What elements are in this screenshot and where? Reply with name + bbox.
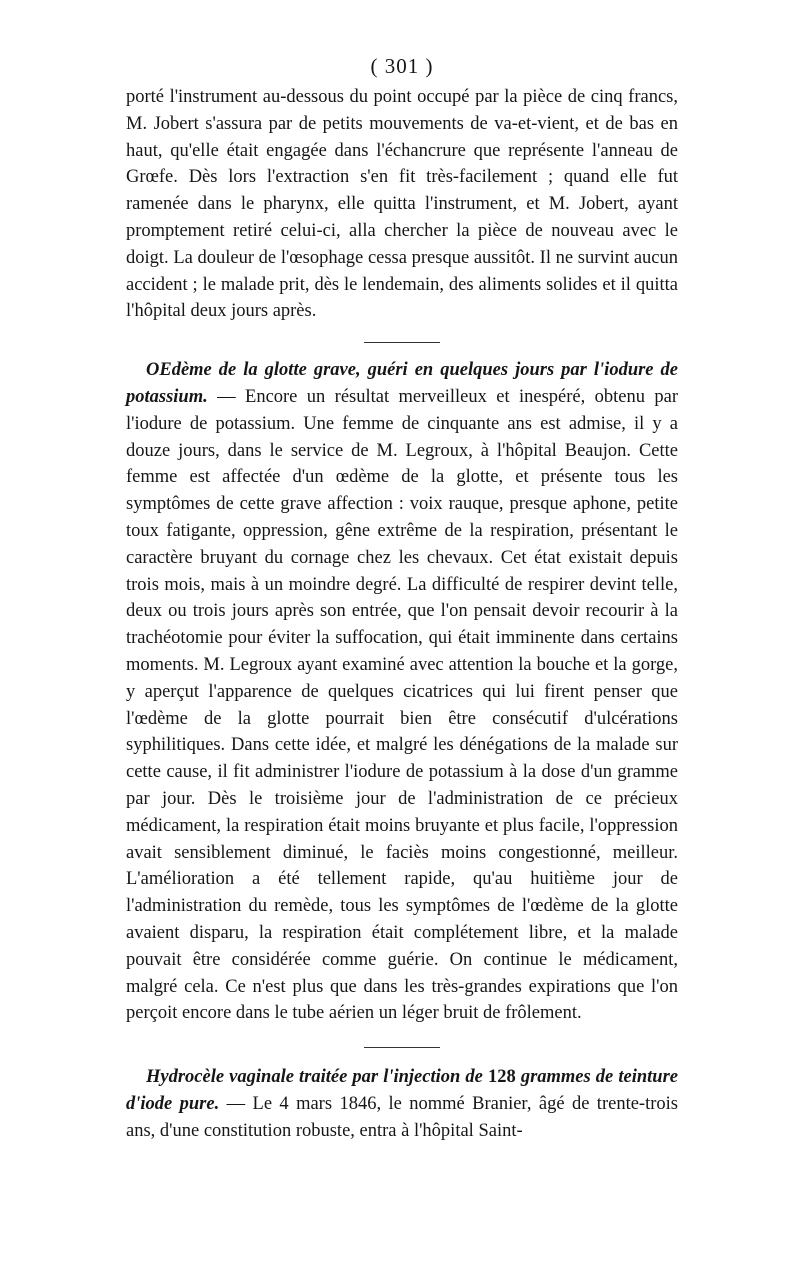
paragraph-glottis-edema bbox=[126, 357, 678, 1027]
section-divider bbox=[364, 1047, 440, 1048]
section-title-hydrocele-part2: grammes de teinture d'iode pure. bbox=[126, 1067, 678, 1114]
section-title-hydrocele-number: 128 bbox=[487, 1067, 516, 1088]
page-number: ( 301 ) bbox=[370, 54, 434, 78]
section-title-glottis-edema: OEdème de la glotte grave, guéri en quelques jours par l'iodure de potassium. bbox=[126, 360, 678, 407]
book-page bbox=[126, 52, 678, 1144]
section-title-hydrocele-part1: Hydrocèle vaginale traitée par l'injection de bbox=[146, 1067, 488, 1088]
paragraph-hydrocele bbox=[126, 1064, 678, 1144]
section-divider bbox=[364, 342, 440, 343]
section-body-glottis-edema: — Encore un résultat merveilleux et inespéré, obtenu par l'iodure de potassium. Une femme de cinquante ans est admise, il y a douze jours, dans le service de M. Legroux, à l'hôpital Beaujon. Cette femme est affectée d'un œdème de la glotte, et présente tous les symptômes de cette grave affection : voix rauque, presque aphone, petite toux fatigante, oppression, gêne extrême de la respiration, présentant le caractère bruyant du cornage chez les chevaux. Cet état existait depuis trois mois, mais à un moindre degré. La difficulté de respirer devint telle, deux ou trois jours après son entrée, que l'on pensait devoir recourir à la trachéotomie pour éviter la suffocation, qui était imminente dans certains moments. M. Legroux ayant examiné avec attention la bouche et la gorge, y aperçut l'apparence de quelques cicatrices qui lui firent penser que l'œdème de la glotte pourrait bien être consécutif d'ulcérations syphilitiques. Dans cette idée, et malgré les dénégations de la malade sur cette cause, il fit administrer l'iodure de potassium à la dose d'un gramme par jour. Dès le troisième jour de l'administration de ce précieux médicament, la respiration était moins bruyante et plus facile, l'oppression avait sensiblement diminué, le faciès moins congestionné, meilleur. L'amélioration a été tellement rapide, qu'au huitième jour de l'administration du remède, tous les symptômes de l'œdème de la glotte avaient disparu, la respiration était complétement libre, et la malade pouvait être considérée comme guérie. On continue le médicament, malgré cela. Ce n'est plus que dans les très-grandes expirations que l'on perçoit encore dans le tube aérien un léger bruit de frôlement. bbox=[126, 386, 678, 1024]
section-body-hydrocele: — Le 4 mars 1846, le nommé Branier, âgé de trente-trois ans, d'une constitution robuste, entra à l'hôpital Saint- bbox=[126, 1093, 678, 1141]
paragraph-extraction-case: porté l'instrument au-dessous du point occupé par la pièce de cinq francs, M. Jobert s'assura par de petits mouvements de va-et-vient, et de bas en haut, qu'elle était engagée dans l'échancrure que représente l'anneau de Grœfe. Dès lors l'extraction s'en fit très-facilement ; quand elle fut ramenée dans le pharynx, elle quitta l'instrument, et M. Jobert, ayant promptement retiré celui-ci, alla chercher la pièce de nouveau avec le doigt. La douleur de l'œsophage cessa presque aussitôt. Il ne survint aucun accident ; le malade prit, dès le lendemain, des aliments solides et il quitta l'hôpital deux jours après. bbox=[126, 87, 678, 322]
